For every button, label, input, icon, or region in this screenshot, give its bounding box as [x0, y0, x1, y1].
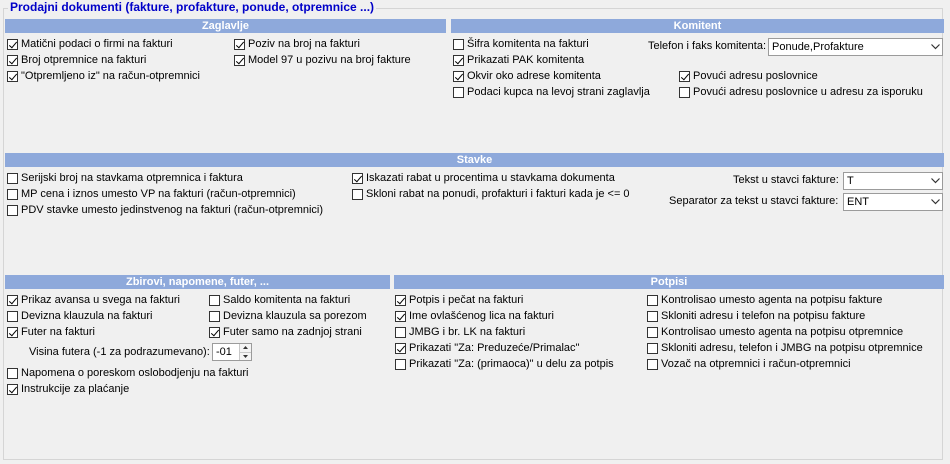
checkbox-box[interactable] [647, 327, 658, 338]
futer-height-value[interactable]: -01 [216, 346, 232, 358]
checkbox-potpis-pecat[interactable] [395, 293, 523, 307]
checkbox-label: Kontrolisao umesto agenta na potpisu fakture [661, 294, 883, 306]
checkbox-model-97[interactable] [234, 53, 411, 67]
checkbox-box[interactable] [7, 39, 18, 50]
checkbox-box[interactable] [7, 311, 18, 322]
checkbox-devizna-klauzula[interactable] [7, 309, 152, 323]
checkbox-label: Iskazati rabat u procentima u stavkama dokumenta [366, 172, 615, 184]
section-header-komitent: Komitent [451, 19, 944, 33]
checkbox-label: JMBG i br. LK na fakturi [409, 326, 526, 338]
checkbox-label: Napomena o poreskom oslobodjenju na fakturi [21, 367, 249, 379]
checkbox-box[interactable] [7, 384, 18, 395]
checkbox-pdv-stavke[interactable] [7, 203, 323, 217]
checkbox-instrukcije-placanje[interactable] [7, 382, 129, 396]
checkbox-box[interactable] [234, 39, 245, 50]
checkbox-prikaz-avansa[interactable] [7, 293, 180, 307]
checkbox-box[interactable] [679, 71, 690, 82]
separator-value: ENT [847, 196, 869, 208]
checkbox-box[interactable] [395, 359, 406, 370]
checkbox-box[interactable] [209, 327, 220, 338]
phone-fax-select[interactable] [768, 38, 943, 56]
checkbox-box[interactable] [453, 39, 464, 50]
checkbox-label: Okvir oko adrese komitenta [467, 70, 601, 82]
checkbox-box[interactable] [209, 295, 220, 306]
checkbox-label: Devizna klauzula sa porezom [223, 310, 367, 322]
checkbox-kontrolisao-faktura[interactable] [647, 293, 882, 307]
checkbox-vozac[interactable] [647, 357, 851, 371]
checkbox-box[interactable] [679, 87, 690, 98]
checkbox-futer-zadnja[interactable] [209, 325, 362, 339]
checkbox-adresa-za-isporuku[interactable] [679, 85, 923, 99]
checkbox-box[interactable] [7, 205, 18, 216]
checkbox-jmbg-lk[interactable] [395, 325, 525, 339]
checkbox-label: Skloniti adresu i telefon na potpisu fakture [661, 310, 866, 322]
checkbox-box[interactable] [7, 71, 18, 82]
checkbox-za-preduzece[interactable] [395, 341, 579, 355]
checkbox-box[interactable] [352, 173, 363, 184]
checkbox-label: Prikaz avansa u svega na fakturi [21, 294, 180, 306]
section-header-zaglavlje: Zaglavlje [5, 19, 446, 33]
group-title: Prodajni dokumenti (fakture, profakture, ponude, otpremnice ...) [10, 0, 375, 14]
checkbox-box[interactable] [352, 189, 363, 200]
checkbox-iskazati-rabat[interactable] [352, 171, 615, 185]
checkbox-label: Povući adresu poslovnice u adresu za isporuku [693, 86, 923, 98]
checkbox-saldo-komitenta[interactable] [209, 293, 350, 307]
checkbox-box[interactable] [395, 295, 406, 306]
checkbox-serijski-broj[interactable] [7, 171, 243, 185]
checkbox-ime-ovlascenog[interactable] [395, 309, 554, 323]
checkbox-label: "Otpremljeno iz" na račun-otpremnici [21, 70, 200, 82]
separator-select[interactable] [843, 193, 943, 211]
checkbox-box[interactable] [7, 173, 18, 184]
checkbox-label: Skloni rabat na ponudi, profakturi i fakturi kada je <= 0 [366, 188, 630, 200]
checkbox-maticni-podaci[interactable] [7, 37, 173, 51]
futer-height-label: Visina futera (-1 za podrazumevano): [29, 346, 210, 358]
spin-up-icon[interactable] [240, 344, 251, 352]
checkbox-label: Prikazati "Za: Preduzeće/Primalac" [409, 342, 580, 354]
checkbox-label: Instrukcije za plaćanje [21, 383, 130, 395]
checkbox-label: Šifra komitenta na fakturi [467, 38, 589, 50]
chevron-down-icon[interactable] [928, 173, 942, 189]
checkbox-box[interactable] [395, 327, 406, 338]
checkbox-box[interactable] [453, 71, 464, 82]
checkbox-label: Futer samo na zadnjoj strani [223, 326, 362, 338]
checkbox-poziv-na-broj[interactable] [234, 37, 360, 51]
checkbox-box[interactable] [7, 189, 18, 200]
checkbox-box[interactable] [647, 359, 658, 370]
checkbox-box[interactable] [209, 311, 220, 322]
spin-down-icon[interactable] [240, 352, 251, 361]
checkbox-label: Skloniti adresu, telefon i JMBG na potpisu otpremnice [661, 342, 923, 354]
checkbox-box[interactable] [647, 343, 658, 354]
checkbox-label: Prikazati PAK komitenta [467, 54, 585, 66]
checkbox-box[interactable] [453, 55, 464, 66]
futer-height-spinner[interactable] [212, 343, 252, 361]
checkbox-label: Vozač na otpremnici i račun-otpremnici [661, 358, 851, 370]
checkbox-skloniti-adresu-fakture[interactable] [647, 309, 865, 323]
checkbox-label: MP cena i iznos umesto VP na fakturi (račun-otpremnici) [21, 188, 296, 200]
checkbox-label: Matični podaci o firmi na fakturi [21, 38, 173, 50]
checkbox-skloniti-jmbg-otpremnice[interactable] [647, 341, 923, 355]
phone-fax-label: Telefon i faks komitenta: [648, 40, 767, 52]
checkbox-sifra-komitenta[interactable] [453, 37, 589, 51]
checkbox-pak-komitenta[interactable] [453, 53, 584, 67]
checkbox-label: Kontrolisao umesto agenta na potpisu otpremnice [661, 326, 904, 338]
checkbox-label: Futer na fakturi [21, 326, 95, 338]
checkbox-kontrolisao-otpremnica[interactable] [647, 325, 903, 339]
checkbox-label: Model 97 u pozivu na broj fakture [248, 54, 411, 66]
checkbox-box[interactable] [395, 311, 406, 322]
section-header-potpisi: Potpisi [394, 275, 944, 289]
checkbox-box[interactable] [453, 87, 464, 98]
checkbox-box[interactable] [647, 295, 658, 306]
checkbox-mp-cena[interactable] [7, 187, 296, 201]
section-header-stavke: Stavke [5, 153, 944, 167]
tekst-stavke-value: T [847, 175, 854, 187]
tekst-stavke-select[interactable] [843, 172, 943, 190]
checkbox-futer[interactable] [7, 325, 95, 339]
checkbox-box[interactable] [7, 327, 18, 338]
checkbox-box[interactable] [395, 343, 406, 354]
section-header-zbirovi: Zbirovi, napomene, futer, ... [5, 275, 390, 289]
checkbox-label: Devizna klauzula na fakturi [21, 310, 153, 322]
chevron-down-icon[interactable] [928, 194, 942, 210]
checkbox-label: Broj otpremnice na fakturi [21, 54, 147, 66]
chevron-down-icon[interactable] [928, 39, 942, 55]
checkbox-otpremljeno-iz[interactable] [7, 69, 200, 83]
checkbox-podaci-kupca-levo[interactable] [453, 85, 650, 99]
checkbox-broj-otpremnice[interactable] [7, 53, 146, 67]
checkbox-box[interactable] [647, 311, 658, 322]
checkbox-box[interactable] [234, 55, 245, 66]
checkbox-label: Ime ovlašćenog lica na fakturi [409, 310, 554, 322]
checkbox-label: Podaci kupca na levoj strani zaglavlja [467, 86, 650, 98]
checkbox-devizna-porez[interactable] [209, 309, 367, 323]
checkbox-label: Poziv na broj na fakturi [248, 38, 360, 50]
phone-fax-value: Ponude,Profakture [772, 41, 864, 53]
checkbox-box[interactable] [7, 55, 18, 66]
separator-label: Separator za tekst u stavci fakture: [669, 195, 839, 207]
checkbox-label: Povući adresu poslovnice [693, 70, 818, 82]
checkbox-povuci-adresu-poslovnice[interactable] [679, 69, 818, 83]
checkbox-skloni-rabat[interactable] [352, 187, 630, 201]
checkbox-box[interactable] [7, 295, 18, 306]
checkbox-label: Saldo komitenta na fakturi [223, 294, 351, 306]
checkbox-label: Potpis i pečat na fakturi [409, 294, 524, 306]
checkbox-napomena-poresko[interactable] [7, 366, 248, 380]
tekst-stavke-label: Tekst u stavci fakture: [733, 174, 839, 186]
checkbox-label: PDV stavke umesto jedinstvenog na fakturi (račun-otpremnici) [21, 204, 324, 216]
checkbox-box[interactable] [7, 368, 18, 379]
checkbox-za-primaoca[interactable] [395, 357, 614, 371]
checkbox-label: Prikazati "Za: (primaoca)" u delu za potpis [409, 358, 614, 370]
checkbox-label: Serijski broj na stavkama otpremnica i faktura [21, 172, 243, 184]
checkbox-okvir-adrese[interactable] [453, 69, 601, 83]
